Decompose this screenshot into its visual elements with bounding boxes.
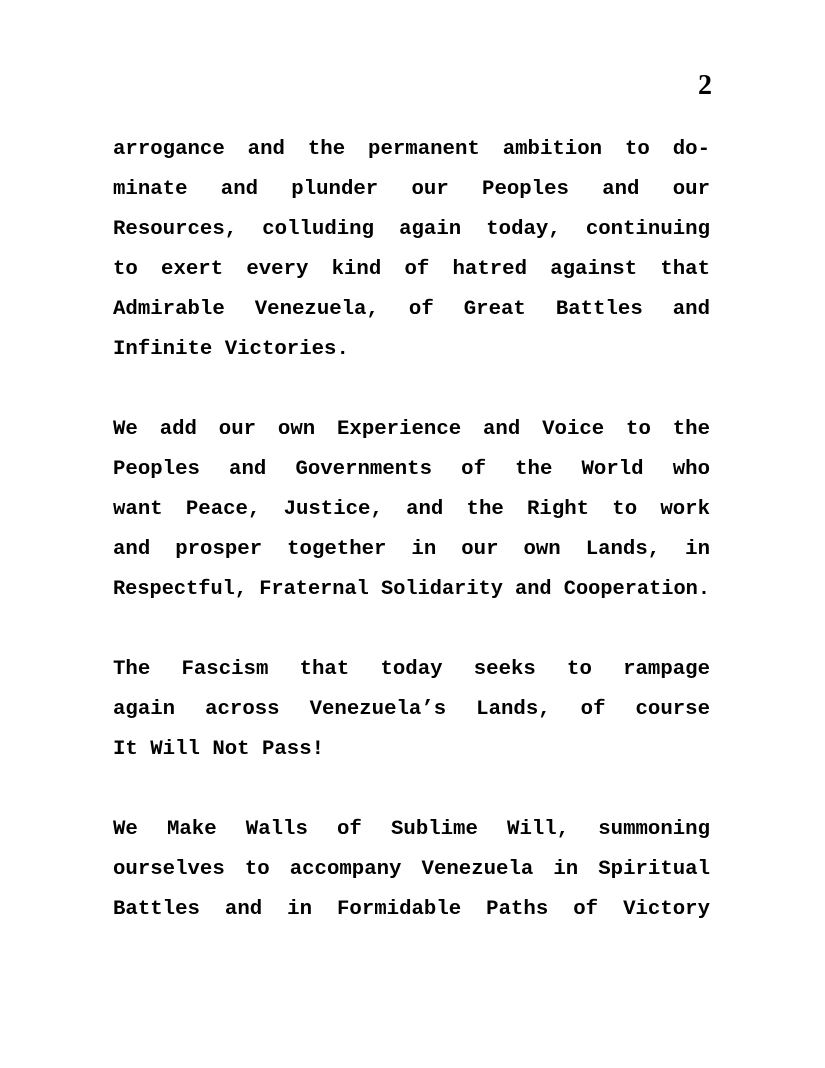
text-line: The Fascism that today seeks to rampage bbox=[113, 658, 710, 681]
text-line bbox=[113, 570, 710, 610]
page-number: 2 bbox=[698, 70, 712, 101]
paragraph bbox=[113, 130, 710, 370]
text-line: Peoples and Governments of the World who bbox=[113, 458, 710, 481]
text-line: to exert every kind of hatred against that bbox=[113, 258, 710, 281]
text-line: ourselves to accompany Venezuela in Spiritual bbox=[113, 858, 710, 881]
text-line: want Peace, Justice, and the Right to work bbox=[113, 498, 710, 521]
document-body bbox=[113, 130, 710, 930]
text-line: and prosper together in our own Lands, in bbox=[113, 538, 710, 561]
text-line: Battles and in Formidable Paths of Victory bbox=[113, 898, 710, 921]
text-line: minate and plunder our Peoples and our bbox=[113, 178, 710, 201]
text-line: Infinite Victories. bbox=[113, 338, 349, 361]
text-line: arrogance and the permanent ambition to do- bbox=[113, 138, 710, 161]
text-line: Admirable Venezuela, of Great Battles and bbox=[113, 298, 710, 321]
text-line: We Make Walls of Sublime Will, summoning bbox=[113, 818, 710, 841]
paragraph bbox=[113, 810, 710, 930]
paragraph bbox=[113, 410, 710, 610]
text-line: again across Venezuela’s Lands, of course bbox=[113, 698, 710, 721]
condensed-text: Respectful, Fraternal Solidarity and Cooperation. bbox=[113, 578, 710, 601]
text-line: It Will Not Pass! bbox=[113, 738, 325, 761]
text-line: Resources, colluding again today, continuing bbox=[113, 218, 710, 241]
text-line: We add our own Experience and Voice to the bbox=[113, 418, 710, 441]
paragraph bbox=[113, 650, 710, 770]
